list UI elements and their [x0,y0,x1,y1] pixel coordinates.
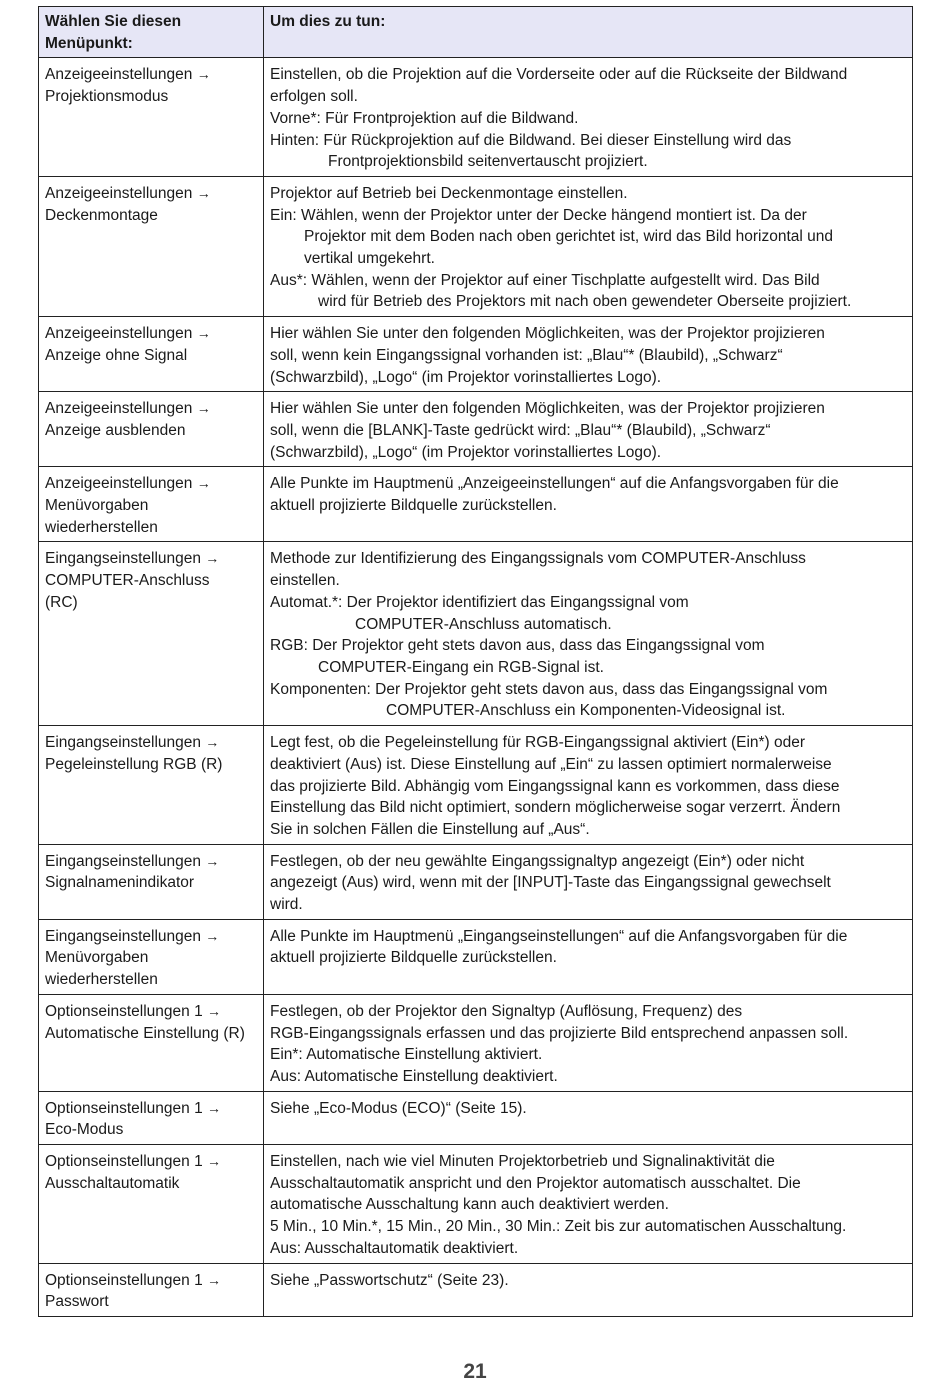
description-cell [264,392,913,467]
arrow-right-icon: → [196,184,211,201]
menu-category: Optionseinstellungen 1 [45,1153,203,1171]
description-line: Hinten: Für Rückprojektion auf die Bildwand. Bei dieser Einstellung wird das [270,131,792,149]
menu-path-line [45,732,257,754]
description-line: (Schwarzbild), „Logo“ (im Projektor vorinstalliertes Logo). [270,443,662,461]
table-row [39,317,913,392]
description-line: Siehe „Passwortschutz“ (Seite 23). [270,1271,509,1289]
menu-category: Optionseinstellungen 1 [45,1099,203,1117]
arrow-right-icon: → [196,400,211,417]
description-line: soll, wenn kein Eingangssignal vorhanden ist: „Blau“* (Blaubild), „Schwarz“ [270,346,783,364]
description-line: Aus*: Wählen, wenn der Projektor auf einer Tischplatte aufgestellt wird. Das Bild [270,271,820,289]
menu-category: Eingangseinstellungen [45,734,201,752]
arrow-right-icon: → [196,475,211,492]
menu-path-line [45,1270,257,1292]
description-line: Automat.*: Der Projektor identifiziert das Eingangssignal vom [270,593,689,611]
menu-path-cell [39,542,264,726]
description-line: (Schwarzbild), „Logo“ (im Projektor vorinstalliertes Logo). [270,368,662,386]
arrow-right-icon: → [207,1099,222,1116]
menu-item-name: Ausschaltautomatik [45,1174,180,1192]
description-cell [264,1091,913,1144]
menu-item-name: Deckenmontage [45,206,158,224]
description-line: das projizierte Bild. Abhängig vom Eingangssignal kann es vorkommen, dass diese [270,777,840,795]
description-line: RGB: Der Projektor geht stets davon aus, dass das Eingangssignal vom [270,637,765,655]
description-line: Frontprojektionsbild seitenvertauscht projiziert. [328,153,648,171]
table-row [39,1091,913,1144]
menu-path-line [45,1098,257,1120]
table-row [39,58,913,177]
menu-path-cell [39,1145,264,1264]
description-line: Ein*: Automatische Einstellung aktiviert. [270,1046,543,1064]
menu-item-name: (RC) [45,593,78,611]
table-row [39,844,913,919]
table-row [39,726,913,845]
description-line: Einstellen, nach wie viel Minuten Projektorbetrieb und Signalinaktivität die [270,1153,775,1171]
description-line: wird. [270,896,303,914]
menu-category: Anzeigeeinstellungen [45,325,193,343]
description-line: Projektor mit dem Boden nach oben gerichtet ist, wird das Bild horizontal und [304,228,834,246]
menu-path-line [45,183,257,205]
description-cell [264,58,913,177]
table-row [39,542,913,726]
description-line: Komponenten: Der Projektor geht stets davon aus, dass das Eingangssignal vom [270,680,828,698]
menu-path-line [45,398,257,420]
table-row [39,1263,913,1316]
description-line: Aus: Ausschaltautomatik deaktiviert. [270,1239,519,1257]
arrow-right-icon: → [196,66,211,83]
description-cell [264,176,913,316]
arrow-right-icon: → [205,550,220,567]
arrow-right-icon: → [205,927,220,944]
menu-category: Anzeigeeinstellungen [45,66,193,84]
menu-settings-table [38,6,913,1317]
menu-path-line [45,926,257,948]
description-line: Einstellen, ob die Projektion auf die Vorderseite oder auf die Rückseite der Bildwand [270,66,848,84]
table-row [39,994,913,1091]
menu-category: Anzeigeeinstellungen [45,475,193,493]
menu-item-name: Signalnamenindikator [45,874,195,892]
menu-path-line [45,323,257,345]
arrow-right-icon: → [196,325,211,342]
menu-path-cell [39,392,264,467]
description-line: Aus: Automatische Einstellung deaktiviert. [270,1067,558,1085]
description-line: Hier wählen Sie unter den folgenden Möglichkeiten, was der Projektor projizieren [270,325,825,343]
menu-path-cell [39,726,264,845]
table-header-row [39,7,913,58]
description-cell [264,919,913,994]
menu-category: Anzeigeeinstellungen [45,184,193,202]
menu-item-name: Automatische Einstellung (R) [45,1024,245,1042]
menu-category: Eingangseinstellungen [45,927,201,945]
menu-path-line [45,1151,257,1173]
menu-category: Eingangseinstellungen [45,550,201,568]
menu-item-name: Menüvorgaben [45,497,149,515]
description-line: 5 Min., 10 Min.*, 15 Min., 20 Min., 30 Min.: Zeit bis zur automatischen Ausschaltung. [270,1218,847,1236]
menu-path-cell [39,1091,264,1144]
menu-item-name: Pegeleinstellung RGB (R) [45,755,223,773]
menu-item-name: Eco-Modus [45,1121,124,1139]
description-line: Alle Punkte im Hauptmenü „Anzeigeeinstellungen“ auf die Anfangsvorgaben für die [270,475,839,493]
menu-path-cell [39,844,264,919]
menu-path-line [45,851,257,873]
menu-path-cell [39,58,264,177]
description-line: Hier wählen Sie unter den folgenden Möglichkeiten, was der Projektor projizieren [270,400,825,418]
table-row [39,392,913,467]
arrow-right-icon: → [207,1153,222,1170]
description-cell [264,317,913,392]
description-line: Einstellung das Bild nicht optimiert, sondern möglicherweise sogar verzerrt. Ändern [270,799,841,817]
description-line: Sie in solchen Fällen die Einstellung auf „Aus“. [270,820,590,838]
arrow-right-icon: → [205,852,220,869]
description-line: Festlegen, ob der neu gewählte Eingangssignaltyp angezeigt (Ein*) oder nicht [270,852,805,870]
description-line: aktuell projizierte Bildquelle zurückstellen. [270,497,557,515]
menu-item-name: Anzeige ohne Signal [45,346,188,364]
menu-category: Optionseinstellungen 1 [45,1271,203,1289]
description-line: angezeigt (Aus) wird, wenn mit der [INPUT]-Taste das Eingangssignal gewechselt [270,874,831,892]
table-row [39,919,913,994]
description-line: wird für Betrieb des Projektors mit nach oben gewendeter Oberseite projiziert. [318,293,852,311]
menu-path-cell [39,994,264,1091]
description-line: Siehe „Eco-Modus (ECO)“ (Seite 15). [270,1099,527,1117]
header-menu-item-line: Wählen Sie diesen [45,13,182,30]
description-line: Projektor auf Betrieb bei Deckenmontage einstellen. [270,184,628,202]
description-cell [264,1145,913,1264]
description-line: Ausschaltautomatik anspricht und den Projektor automatisch ausschaltet. Die [270,1174,801,1192]
description-line: soll, wenn die [BLANK]-Taste gedrückt wird: „Blau“* (Blaubild), „Schwarz“ [270,421,771,439]
menu-item-name: wiederherstellen [45,518,158,536]
description-line: RGB-Eingangssignals erfassen und das projizierte Bild entsprechend anpassen soll. [270,1024,849,1042]
description-cell [264,1263,913,1316]
page-number: 21 [463,1360,487,1383]
description-line: aktuell projizierte Bildquelle zurückstellen. [270,949,557,967]
header-menu-item-line: Menüpunkt: [45,34,133,52]
description-cell [264,844,913,919]
menu-path-line [45,1001,257,1023]
menu-item-name: COMPUTER-Anschluss [45,572,210,590]
menu-item-name: Projektionsmodus [45,88,169,106]
header-action-label: Um dies zu tun: [270,13,386,30]
menu-path-cell [39,467,264,542]
description-cell [264,994,913,1091]
description-line: erfolgen soll. [270,88,358,106]
header-action [264,7,913,58]
description-line: COMPUTER-Anschluss ein Komponenten-Videosignal ist. [386,702,786,720]
menu-item-name: Passwort [45,1293,109,1311]
description-line: automatische Ausschaltung kann auch deaktiviert werden. [270,1196,669,1214]
menu-category: Eingangseinstellungen [45,852,201,870]
description-line: Vorne*: Für Frontprojektion auf die Bildwand. [270,109,579,127]
description-line: Legt fest, ob die Pegeleinstellung für RGB-Eingangssignal aktiviert (Ein*) oder [270,734,806,752]
description-line: Methode zur Identifizierung des Eingangssignals vom COMPUTER-Anschluss [270,550,806,568]
description-cell [264,467,913,542]
table-row [39,176,913,316]
menu-category: Optionseinstellungen 1 [45,1002,203,1020]
menu-item-name: wiederherstellen [45,971,158,989]
menu-item-name: Menüvorgaben [45,949,149,967]
table-row [39,467,913,542]
menu-path-line [45,64,257,86]
arrow-right-icon: → [205,734,220,751]
description-line: deaktiviert (Aus) ist. Diese Einstellung auf „Ein“ zu lassen optimiert normalerweise [270,755,832,773]
header-menu-item [39,7,264,58]
menu-category: Anzeigeeinstellungen [45,400,193,418]
description-line: einstellen. [270,572,340,590]
description-line: Alle Punkte im Hauptmenü „Eingangseinstellungen“ auf die Anfangsvorgaben für die [270,927,848,945]
menu-path-cell [39,1263,264,1316]
description-cell [264,726,913,845]
menu-path-cell [39,919,264,994]
menu-path-cell [39,317,264,392]
arrow-right-icon: → [207,1002,222,1019]
description-line: Festlegen, ob der Projektor den Signaltyp (Auflösung, Frequenz) des [270,1002,743,1020]
arrow-right-icon: → [207,1271,222,1288]
description-cell [264,542,913,726]
menu-item-name: Anzeige ausblenden [45,421,186,439]
menu-path-line [45,548,257,570]
description-line: Ein: Wählen, wenn der Projektor unter der Decke hängend montiert ist. Da der [270,206,807,224]
description-line: COMPUTER-Eingang ein RGB-Signal ist. [318,658,604,676]
description-line: COMPUTER-Anschluss automatisch. [355,615,612,633]
description-line: vertikal umgekehrt. [304,250,435,268]
menu-path-cell [39,176,264,316]
menu-path-line [45,473,257,495]
table-row [39,1145,913,1264]
